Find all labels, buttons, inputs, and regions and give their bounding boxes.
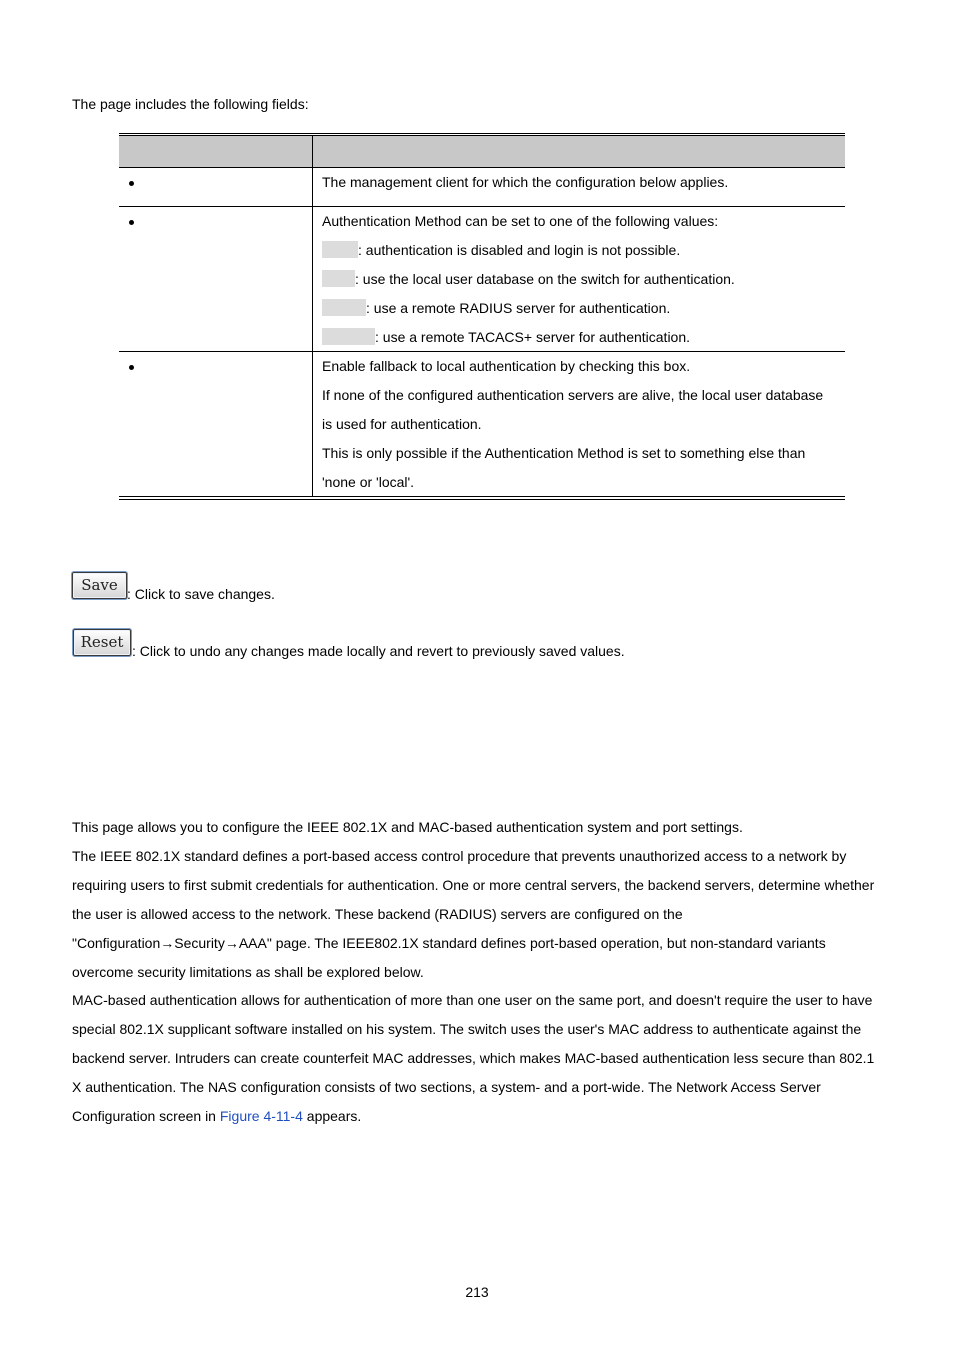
option-desc: : use the local user database on the switch for authentication. <box>355 271 735 287</box>
reset-button[interactable]: Reset <box>73 629 131 656</box>
option-line-none <box>322 236 837 265</box>
table-header-row <box>119 136 845 168</box>
paragraph-3 <box>72 986 882 1131</box>
option-desc: : use a remote TACACS+ server for authentication. <box>375 329 691 345</box>
save-button[interactable]: Save <box>72 572 127 599</box>
table-bottom-rule-double <box>119 499 845 500</box>
save-button-description: : Click to save changes. <box>127 586 275 602</box>
description-line: Authentication Method can be set to one of the following values: <box>322 213 719 229</box>
description-line: 'none or 'local'. <box>322 474 415 490</box>
table-cell-description <box>313 352 845 496</box>
description-line: The management client for which the configuration below applies. <box>322 174 729 190</box>
paragraph-2: The IEEE 802.1X standard defines a port-based access control procedure that prevents unauthorized access to a network by requiring users to first submit credentials for authentication. One or more central servers, the backend servers, determine whether the user is allowed access to the network. These backend (RADIUS) servers are configured on the "Configuration→Security→AAA" page. The IEEE802.1X standard defines port-based operation, but non-standard variants overcome security limitations as shall be explored below. <box>72 847 875 980</box>
fields-table <box>119 133 845 500</box>
description-line: If none of the configured authentication servers are alive, the local user database <box>322 387 824 403</box>
bullet-icon <box>129 220 134 225</box>
table-cell-object <box>119 352 313 496</box>
table-row <box>119 168 845 207</box>
option-desc: : use a remote RADIUS server for authentication. <box>366 300 671 316</box>
table-cell-object <box>119 207 313 351</box>
redacted-value <box>322 270 355 287</box>
bullet-icon <box>129 365 134 370</box>
table-cell-description <box>313 207 845 351</box>
table-row <box>119 352 845 496</box>
table-header-description <box>313 136 845 167</box>
option-line-tacacs <box>322 323 837 352</box>
page-number: 213 <box>465 1284 489 1300</box>
table-cell-description <box>313 168 845 206</box>
figure-link[interactable]: Figure 4-11-4 <box>219 1108 303 1125</box>
redacted-value <box>322 299 366 316</box>
table-header-object <box>119 136 313 167</box>
paragraph-1: This page allows you to configure the IEEE 802.1X and MAC-based authentication system and port settings. <box>72 819 743 835</box>
option-line-radius <box>322 294 837 323</box>
body-text <box>72 813 882 1131</box>
paragraph-3-text: MAC-based authentication allows for authentication of more than one user on the same port, and doesn't require the user to have special 802.1X supplicant software installed on his system. The switch uses the user's MAC address to authenticate against the backend server. Intruders can create counterfeit MAC addresses, which makes MAC-based authentication less secure than 802.1 X authentication. The NAS configuration consists of two sections, a system- and a port-wide. The Network Access Server Configuration screen in <box>72 992 875 1125</box>
option-desc: : authentication is disabled and login is not possible. <box>358 242 681 258</box>
option-line-local <box>322 265 837 294</box>
description-line: Enable fallback to local authentication by checking this box. <box>322 358 691 374</box>
table-cell-object <box>119 168 313 206</box>
bullet-icon <box>129 181 134 186</box>
redacted-value <box>322 241 358 258</box>
description-line: is used for authentication. <box>322 416 482 432</box>
intro-text: The page includes the following fields: <box>72 96 309 112</box>
paragraph-3-end: appears. <box>302 1108 362 1125</box>
description-line: This is only possible if the Authentication Method is set to something else than <box>322 445 806 461</box>
reset-button-description: : Click to undo any changes made locally and revert to previously saved values. <box>132 643 625 659</box>
table-row <box>119 207 845 352</box>
redacted-value <box>322 328 375 345</box>
